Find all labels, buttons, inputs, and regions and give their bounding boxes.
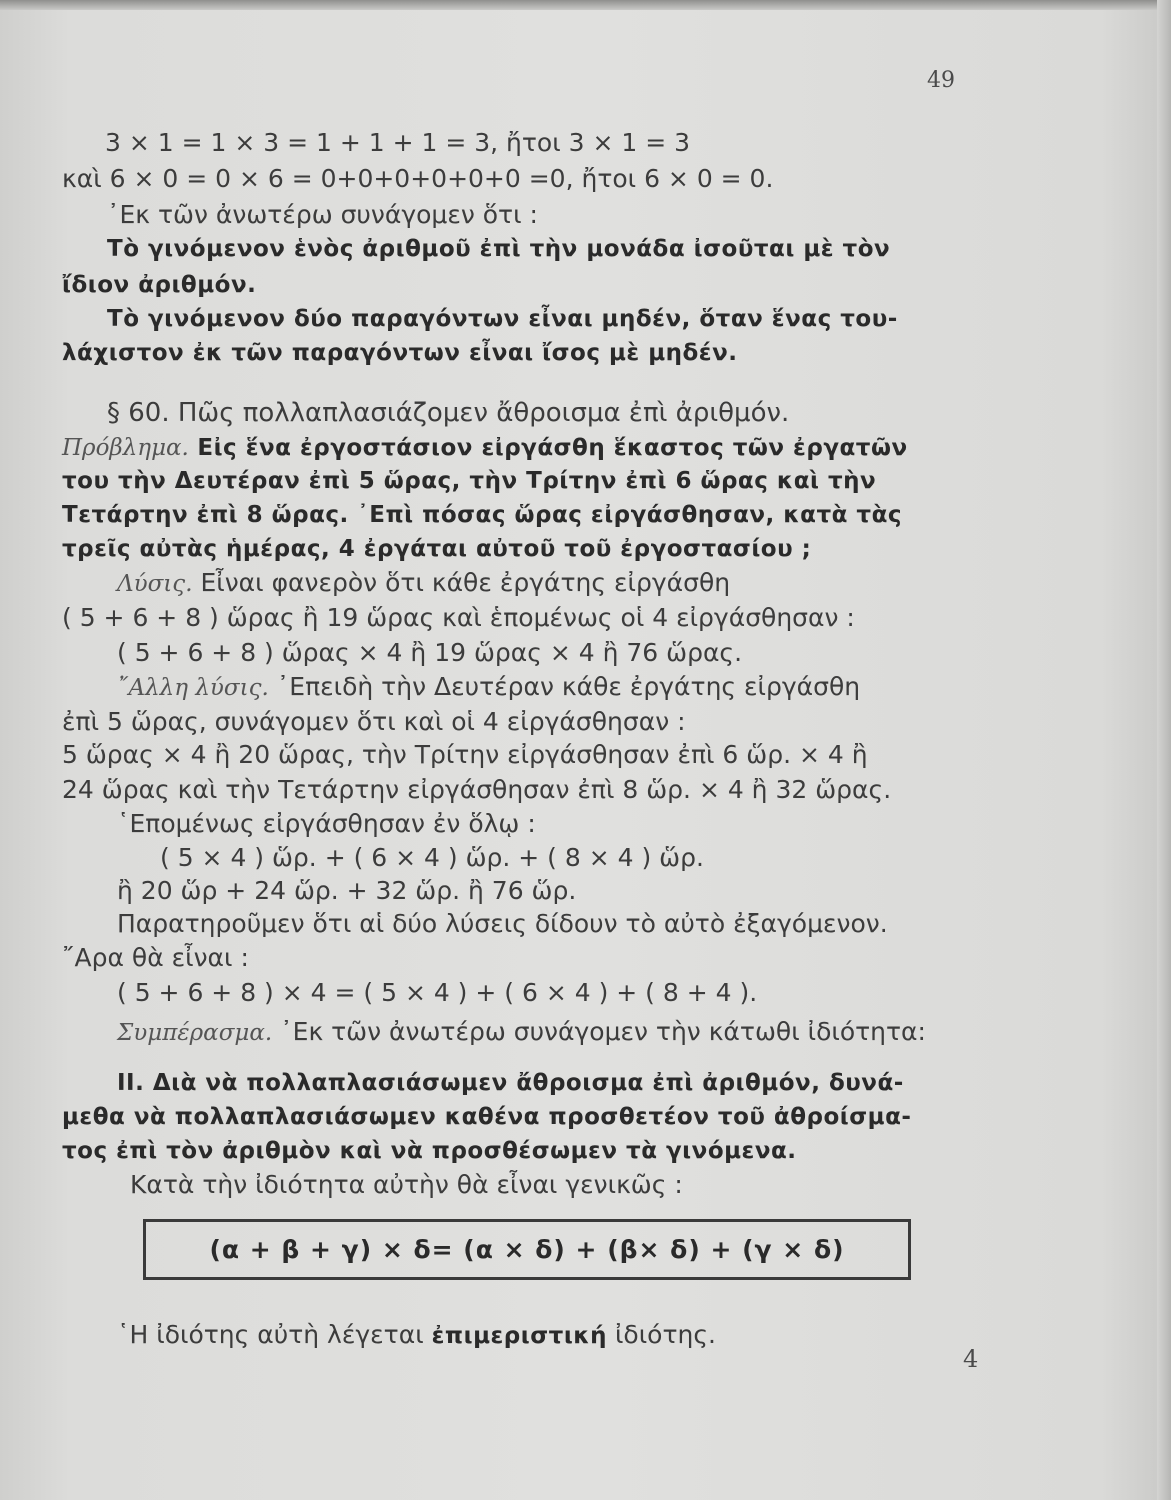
formula-box — [143, 1219, 911, 1280]
other-solution-label: ῎Αλλη λύσις. — [117, 675, 269, 701]
property-rule-line: τος ἐπὶ τὸν ἀριθμὸν καὶ νὰ προσθέσωμεν τὰ γινόμενα. — [62, 1138, 797, 1164]
section-heading: § 60. Πῶς πολλαπλασιάζομεν ἄθροισμα ἐπὶ ἀριθμόν. — [107, 398, 790, 428]
distributive-formula: (α + β + γ) × δ= (α × δ) + (β× δ) + (γ × δ) — [209, 1235, 845, 1264]
other-solution-line: ( 5 × 4 ) ὥρ. + ( 6 × 4 ) ὥρ. + ( 8 × 4 ) ὥρ. — [160, 843, 704, 872]
top-shadow-band — [0, 0, 1171, 10]
problem-line: τρεῖς αὐτὰς ἡμέρας, 4 ἐργάται αὐτοῦ τοῦ ἐργοστασίου ; — [62, 536, 812, 562]
other-solution-line: 5 ὥρας × 4 ἢ 20 ὥρας, τὴν Τρίτην εἰργάσθησαν ἐπὶ 6 ὥρ. × 4 ἢ — [62, 740, 868, 769]
problem-label: Πρόβλημα. — [62, 435, 189, 461]
property-rule-line: ΙΙ. Διὰ νὰ πολλαπλασιάσωμεν ἄθροισμα ἐπὶ ἀριθμόν, δυνά- — [117, 1070, 904, 1096]
text-line: Παρατηροῦμεν ὅτι αἱ δύο λύσεις δίδουν τὸ αὐτὸ ἐξαγόμενον. — [117, 909, 888, 938]
term-distributive: ἐπιμεριστική — [431, 1323, 608, 1349]
solution-label: Λύσις. — [117, 571, 193, 597]
bold-rule-line: ἴδιον ἀριθμόν. — [62, 272, 257, 298]
equation-line: ( 5 + 6 + 8 ) × 4 = ( 5 × 4 ) + ( 6 × 4 ) + ( 8 + 4 ). — [117, 978, 758, 1007]
text-line: Κατὰ τὴν ἰδιότητα αὐτὴν θὰ εἶναι γενικῶς : — [130, 1170, 683, 1199]
text-line: ᾿Εκ τῶν ἀνωτέρω συνάγομεν ὅτι : — [107, 200, 538, 229]
bold-rule-line: λάχιστον ἐκ τῶν παραγόντων εἶναι ἴσος μὲ μηδέν. — [62, 340, 738, 366]
other-solution-line — [117, 670, 860, 705]
problem-line: Τετάρτην ἐπὶ 8 ὥρας. ᾿Επὶ πόσας ὥρας εἰργάσθησαν, κατὰ τὰς — [62, 502, 903, 528]
solution-text: Εἶναι φανερὸν ὅτι κάθε ἐργάτης εἰργάσθη — [192, 568, 731, 597]
solution-line — [117, 566, 730, 601]
text-line: ῎Αρα θὰ εἶναι : — [62, 943, 249, 972]
property-rule-line: μεθα νὰ πολλαπλασιάσωμεν καθένα προσθετέον τοῦ ἀθροίσμα- — [62, 1104, 912, 1130]
solution-line: ( 5 + 6 + 8 ) ὥρας ἢ 19 ὥρας καὶ ἑπομένως οἱ 4 εἰργάσθησαν : — [62, 603, 855, 632]
conclusion-text: ᾿Εκ τῶν ἀνωτέρω συνάγομεν τὴν κάτωθι ἰδιότητα: — [272, 1017, 926, 1046]
conclusion-label: Συμπέρασμα. — [117, 1020, 273, 1046]
solution-line: ( 5 + 6 + 8 ) ὥρας × 4 ἢ 19 ὥρας × 4 ἢ 76 ὥρας. — [117, 638, 743, 667]
other-solution-line: 24 ὥρας καὶ τὴν Τετάρτην εἰργάσθησαν ἐπὶ 8 ὥρ. × 4 ἢ 32 ὥρας. — [62, 775, 892, 804]
other-solution-line: ἐπὶ 5 ὥρας, συνάγομεν ὅτι καὶ οἱ 4 εἰργάσθησαν : — [62, 707, 686, 736]
page-number: 49 — [927, 68, 955, 93]
bold-rule-line: Τὸ γινόμενον δύο παραγόντων εἶναι μηδέν, ὅταν ἕνας του- — [107, 306, 898, 332]
problem-text: Εἰς ἕνα ἐργοστάσιον εἰργάσθη ἕκαστος τῶν ἐργατῶν — [188, 435, 908, 461]
other-solution-text: ᾿Επειδὴ τὴν Δευτέραν κάθε ἐργάτης εἰργάσθη — [268, 672, 861, 701]
bold-rule-line: Τὸ γινόμενον ἑνὸς ἀριθμοῦ ἐπὶ τὴν μονάδα ἰσοῦται μὲ τὸν — [107, 236, 891, 262]
closing-text-end: ἰδιότης. — [607, 1320, 716, 1349]
closing-text: ῾Η ἰδιότης αὐτὴ λέγεται — [117, 1320, 432, 1349]
problem-line: του τὴν Δευτέραν ἐπὶ 5 ὥρας, τὴν Τρίτην ἐπὶ 6 ὥρας καὶ τὴν — [62, 468, 877, 494]
closing-line — [117, 1318, 716, 1353]
equation-line-2: καὶ 6 × 0 = 0 × 6 = 0+0+0+0+0+0 =0, ἤτοι 6 × 0 = 0. — [62, 164, 774, 193]
other-solution-line: ἢ 20 ὥρ + 24 ὥρ. + 32 ὥρ. ἢ 76 ὥρ. — [117, 876, 577, 905]
other-solution-line: ῾Επομένως εἰργάσθησαν ἐν ὅλῳ : — [117, 809, 536, 838]
conclusion-line — [117, 1015, 926, 1050]
problem-line — [62, 430, 908, 465]
equation-line-1: 3 × 1 = 1 × 3 = 1 + 1 + 1 = 3, ἤτοι 3 × 1 = 3 — [105, 128, 691, 157]
right-page-edge — [1157, 0, 1171, 1500]
signature-number: 4 — [963, 1345, 979, 1373]
